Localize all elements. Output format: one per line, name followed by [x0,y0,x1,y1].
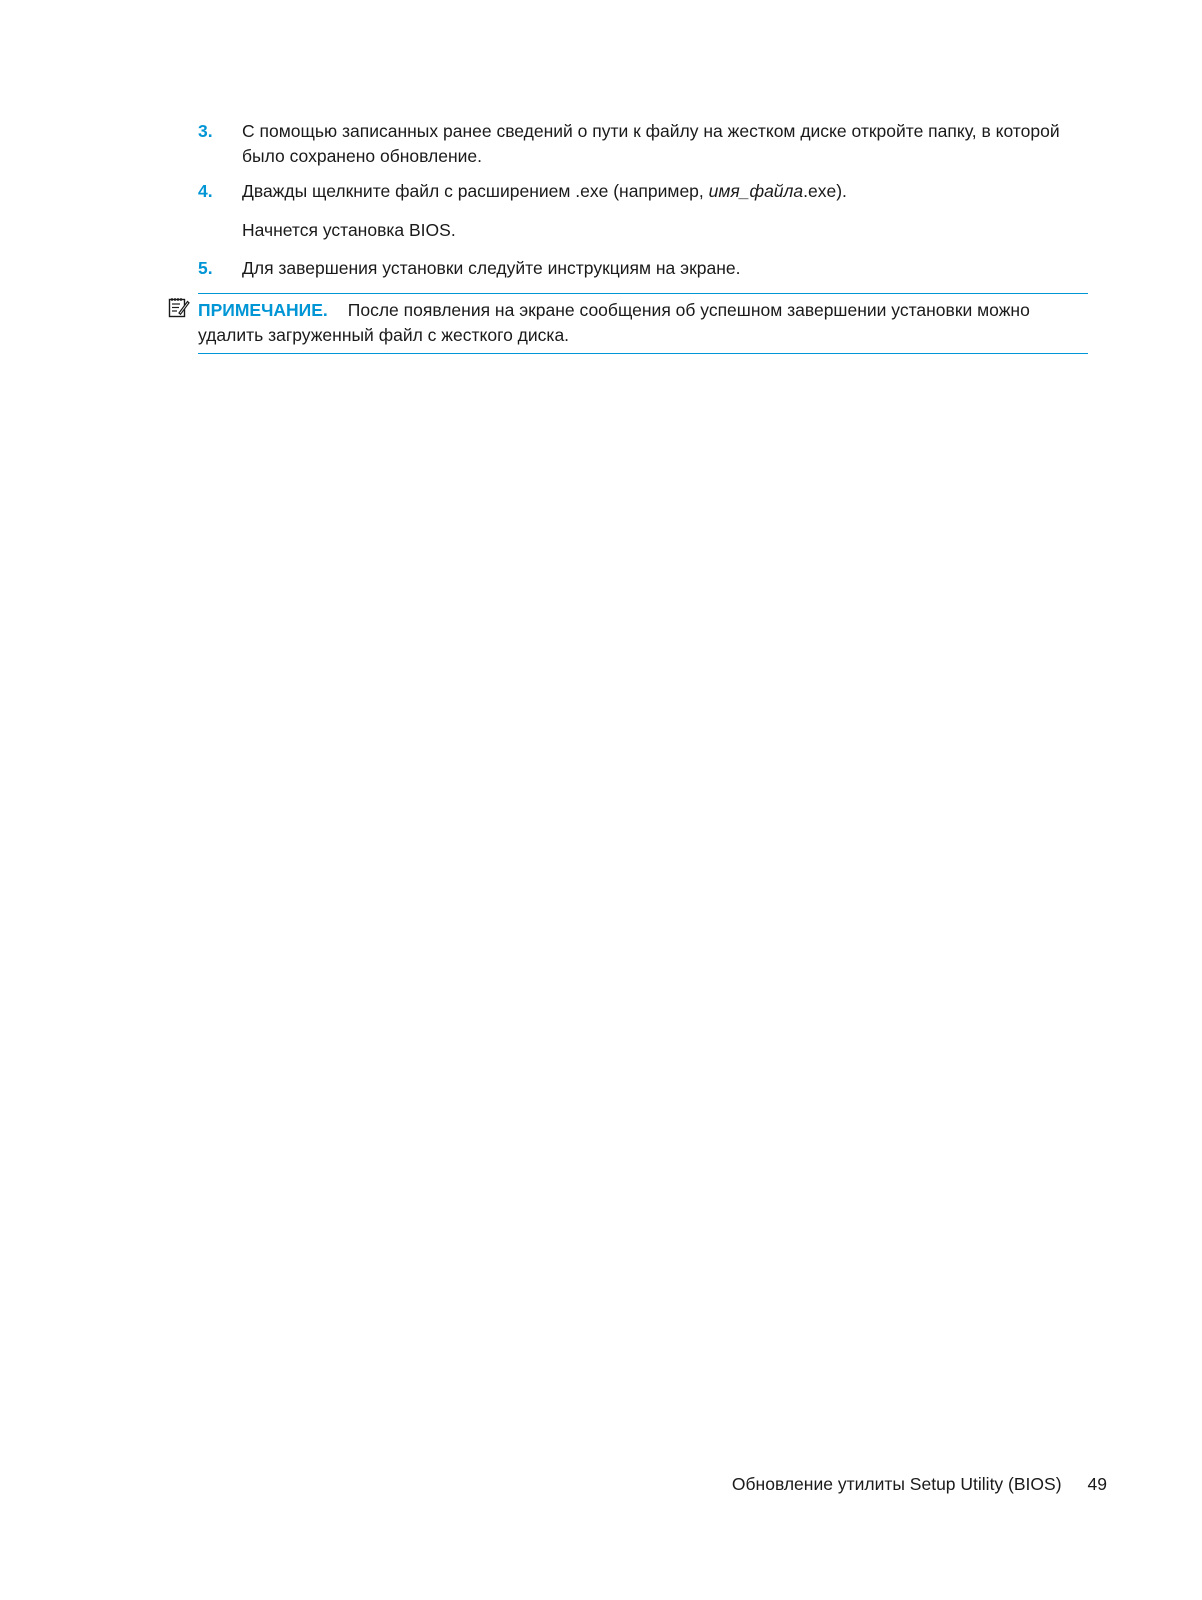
step-5 [198,256,1078,281]
page-footer [732,1472,1107,1496]
step-text [242,179,1078,204]
step-text: Для завершения установки следуйте инструкциям на экране. [242,258,741,278]
step-3 [198,119,1078,169]
step-text-before: Дважды щелкните файл с расширением .exe (например, [242,181,709,201]
step-text-after: .exe). [803,181,847,201]
step-4-result [198,218,1078,243]
note-pencil-icon [168,297,190,319]
step-text-italic: имя_файла [708,181,804,201]
step-number: 3. [198,121,213,141]
note-label: ПРИМЕЧАНИЕ. [198,300,328,320]
step-text: С помощью записанных ранее сведений о пути к файлу на жестком диске откройте папку, в которой было сохранено обновление. [242,121,1060,166]
step-result-text: Начнется установка BIOS. [242,220,456,240]
footer-section-title: Обновление утилиты Setup Utility (BIOS) [731,1474,1062,1494]
page-number: 49 [1087,1474,1107,1494]
step-4 [198,179,1078,204]
step-number: 5. [198,258,213,278]
note-text: После появления на экране сообщения об успешном завершении установки можно удалить загруженный файл с жесткого диска. [198,300,1030,345]
step-number: 4. [198,181,213,201]
note-box [198,293,1088,354]
